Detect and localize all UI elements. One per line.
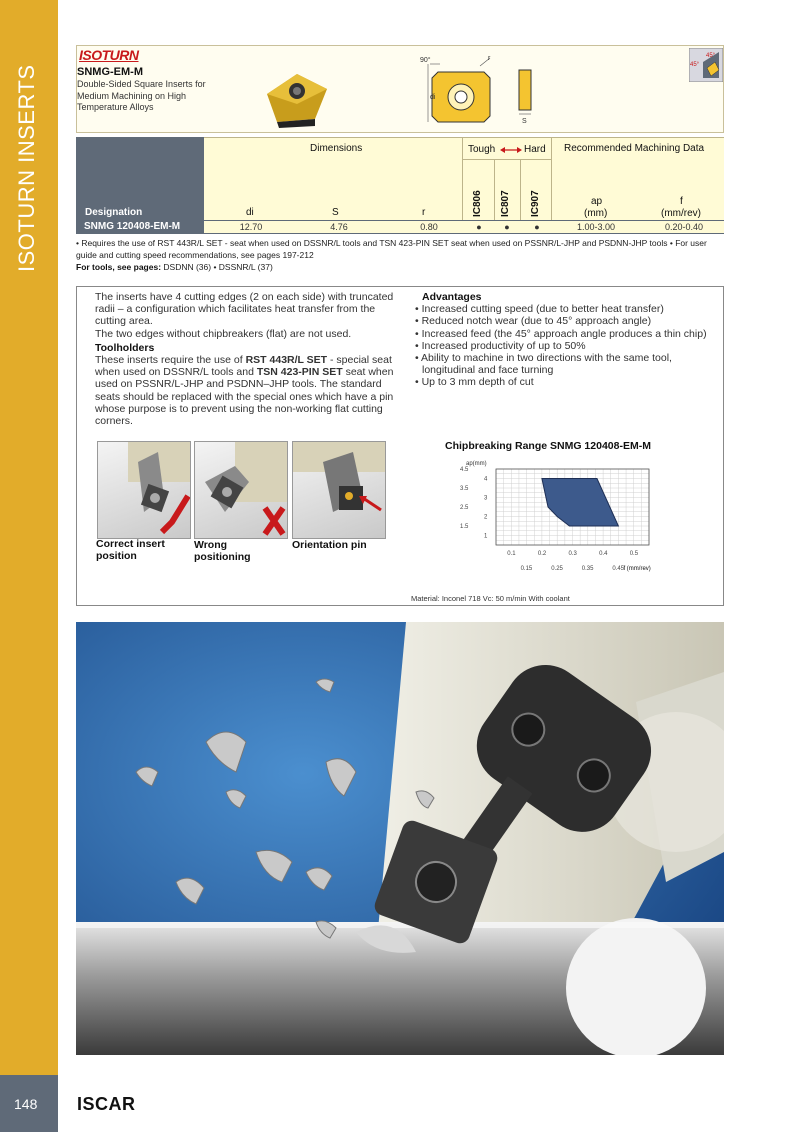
recommended-header: Recommended Machining Data (564, 143, 705, 154)
check-mark-icon (162, 496, 188, 532)
x-tick-label: 0.25 (551, 566, 563, 572)
material-note: Material: Inconel 718 Vc: 50 m/min With coolant (411, 594, 570, 603)
toolholders-text (95, 354, 395, 427)
di-header: di (246, 207, 254, 218)
x-tick-label: 0.4 (599, 551, 608, 557)
insert-dimension-drawing (410, 54, 500, 129)
ap-cell: 1.00-3.00 (576, 222, 616, 232)
caption-wrong: Wrong positioning (194, 539, 251, 563)
table-row (76, 220, 724, 234)
grade-ic807-cell: ● (504, 222, 510, 232)
page-number: 148 (14, 1096, 38, 1112)
chipbreaking-area (542, 479, 619, 527)
f-header: f (680, 196, 683, 207)
approach-angle-top: 45° (706, 53, 716, 59)
y-tick-label: 1 (484, 533, 488, 540)
advantage-item: • Up to 3 mm depth of cut (415, 376, 534, 389)
di-cell: 12.70 (239, 222, 263, 232)
toolholders-text-e: seat when used on PSSNR/L-JHP and PSDNN–JHP tools. The standard seats should be replaced with the special ones which have a pin whose purpose is to prevent using the non-working flat cutting corners. (95, 366, 394, 428)
advantages (410, 291, 710, 389)
rst-seat-name: RST 443R/L SET (245, 354, 328, 367)
product-header (76, 45, 724, 133)
s-header: S (332, 207, 339, 218)
di-label: di (430, 94, 436, 101)
advantage-item: • Reduced notch wear (due to 45° approach angle) (415, 315, 652, 328)
requirements-footnote: • Requires the use of RST 443R/L SET - seat when used on DSSNR/L tools and TSN 423-PIN SET seat when used on PSSNR/L-JHP and PSDNN-JHP tools • For user guide and cutting speed recommendations, see pages 197-212 (76, 238, 707, 260)
advantage-item: • Ability to machine in two directions with the same tool, longitudinal and face turning (415, 352, 672, 377)
grade-ic806-cell: ● (476, 222, 482, 232)
grade-ic907-cell: ● (534, 222, 540, 232)
section-title: ISOTURN INSERTS (14, 64, 39, 272)
s-cell: 4.76 (330, 222, 348, 232)
correct-position-photo (97, 441, 191, 539)
tough-label: Tough (468, 144, 496, 155)
approach-angle-icon (689, 48, 723, 82)
y-tick-label: 1.5 (460, 524, 469, 530)
f-cell: 0.20-0.40 (664, 222, 704, 232)
x-tick-label: 0.3 (568, 551, 577, 557)
y-tick-label: 3 (484, 495, 488, 502)
pin-arrow-icon (363, 498, 381, 510)
chart-title: Chipbreaking Range SNMG 120408-EM-M (445, 440, 651, 452)
cross-mark-icon (265, 508, 283, 534)
tools-reference (76, 262, 273, 272)
info-box (76, 286, 724, 606)
tsn-seat-name: TSN 423-PIN SET (256, 366, 343, 379)
isoturn-logo: ISOTURN (79, 47, 139, 63)
r-cell: 0.80 (420, 222, 438, 232)
brand-name: ISCAR (77, 1094, 136, 1114)
grade-ic907: IC907 (530, 190, 541, 217)
r-header: r (422, 207, 426, 218)
toolholders-text-c: - special seat when used on DSSNR/L tools and (95, 354, 392, 379)
x-tick-label: 0.35 (581, 566, 594, 572)
description-intro: The inserts have 4 cutting edges (2 on each side) with truncated radii – a configuration which facilitates heat transfer from the cutting area. (95, 291, 394, 328)
insert-photo (257, 64, 337, 132)
ap-unit: (mm) (584, 208, 608, 219)
x-tick-label: 0.5 (629, 551, 639, 557)
x-axis-label: f (mm/rev) (623, 566, 651, 572)
tools-reference-pages: DSDNN (36) • DSSNR/L (37) (161, 262, 273, 272)
insert-side-drawing (511, 66, 541, 126)
machining-photo (76, 622, 724, 1055)
caption-correct: Correct insert position (96, 538, 165, 562)
dimensions-header: Dimensions (310, 143, 363, 154)
tools-reference-label: For tools, see pages: (76, 262, 162, 272)
y-tick-label: 3.5 (460, 486, 469, 492)
wrong-position-photo (194, 441, 288, 539)
tough-hard-arrow-icon (500, 146, 522, 154)
y-tick-label: 4.5 (460, 467, 469, 473)
description (95, 291, 395, 427)
product-title: SNMG-EM-M (77, 66, 143, 78)
grade-ic807: IC807 (500, 190, 511, 217)
ap-header: ap (591, 196, 603, 207)
x-tick-label: 0.15 (520, 566, 533, 572)
advantages-heading: Advantages (422, 291, 482, 303)
designation-cell: SNMG 120408-EM-M (76, 221, 204, 233)
approach-angle-left: 45° (690, 62, 700, 68)
y-tick-label: 4 (484, 476, 488, 483)
x-tick-label: 0.1 (507, 551, 516, 557)
chipbreaking-chart (444, 455, 674, 585)
radius-label: r (488, 55, 491, 62)
orientation-pin-photo (292, 441, 386, 539)
description-intro-2: The two edges without chipbreakers (flat) are not used. (95, 327, 352, 340)
designation-header: Designation (85, 207, 143, 218)
y-axis-label: ap(mm) (466, 461, 487, 467)
grade-ic806: IC806 (472, 190, 483, 217)
toolholders-text-a: These inserts require the use of (95, 354, 246, 367)
advantage-item: • Increased productivity of up to 50% (415, 339, 586, 352)
chart-svg (444, 455, 674, 585)
side-band (0, 0, 58, 1132)
page-number-box (0, 1075, 58, 1132)
hard-label: Hard (524, 144, 546, 155)
advantage-item: • Increased cutting speed (due to better heat transfer) (415, 303, 664, 316)
f-unit: (mm/rev) (661, 208, 701, 219)
thickness-label: S (522, 118, 527, 125)
x-tick-label: 0.45 (612, 566, 625, 572)
y-tick-label: 2 (484, 514, 488, 521)
toolholders-heading: Toolholders (95, 341, 155, 354)
y-tick-label: 2.5 (460, 505, 469, 511)
advantage-item: • Increased feed (the 45° approach angle produces a thin chip) (415, 327, 707, 340)
caption-pin: Orientation pin (292, 539, 367, 551)
x-tick-label: 0.2 (537, 551, 547, 557)
angle-label: 90° (420, 57, 431, 64)
product-subtitle: Double-Sided Square Inserts for Medium Machining on High Temperature Alloys (77, 79, 206, 112)
